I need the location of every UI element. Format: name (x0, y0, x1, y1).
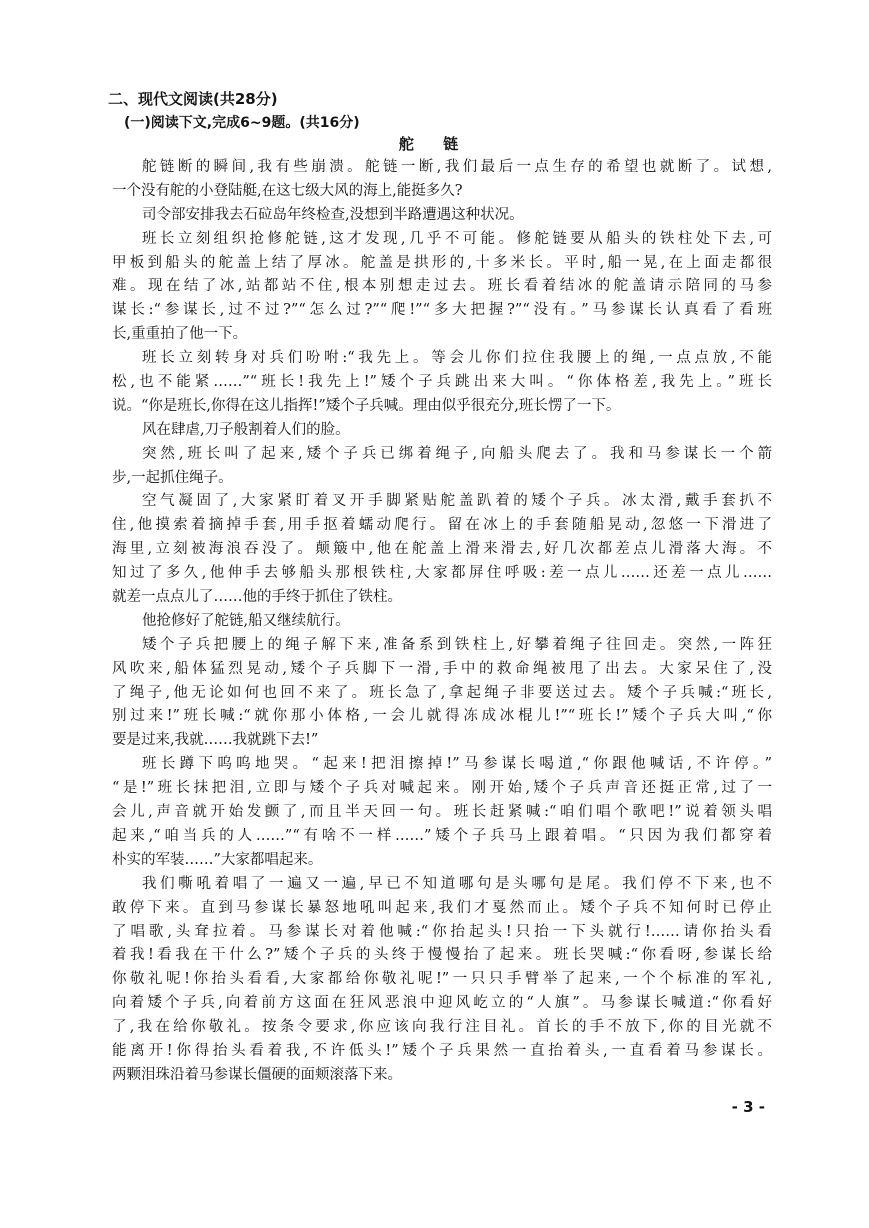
article-line: 了唱歌,头耷拉着。马参谋长对着他喊:“你抬起头!只抬一下头就行!……请你抬头看 (112, 923, 772, 940)
article-line: 住,他摸索着摘掉手套,用手抠着蠕动爬行。留在冰上的手套随船晃动,忽悠一下滑进了 (112, 517, 772, 534)
article-line: 说。“你是班长,你得在这儿指挥!”矮个子兵喊。理由似乎很充分,班长愣了一下。 (112, 397, 621, 414)
article-line: 了绳子,他无论如何也回不来了。班长急了,拿起绳子非要送过去。矮个子兵喊:“班长, (112, 684, 772, 701)
article-line: 班长立刻组织抢修舵链,这才发现,几乎不可能。修舵链要从船头的铁柱处下去,可 (142, 230, 772, 247)
section-heading: 二、现代文阅读(共28分) (108, 90, 278, 108)
article-line: 班长蹲下呜呜地哭。“起来!把泪擦掉!”马参谋长喝道,“你跟他喊话,不许停。” (142, 756, 772, 773)
article-line: 朴实的军装……”大家都唱起来。 (112, 851, 323, 868)
article-line: “是!”班长抹把泪,立即与矮个子兵对喊起来。刚开始,矮个子兵声音还挺正常,过了一 (112, 780, 772, 797)
article-line: 两颗泪珠沿着马参谋长僵硬的面颊滚落下来。 (112, 1066, 402, 1083)
article-line: 敢停下来。直到马参谋长暴怒地吼叫起来,我们才戛然而止。矮个子兵不知何时已停止 (112, 899, 772, 916)
article-line: 向着矮个子兵,向着前方这面在狂风恶浪中迎风屹立的“人旗”。马参谋长喊道:“你看好 (112, 995, 772, 1012)
page-number: - 3 - (731, 1098, 765, 1116)
article-line: 司令部安排我去石砬岛年终检查,没想到半路遭遇这种状况。 (142, 206, 524, 223)
article-line: 要是过来,我就……我就跳下去!” (112, 732, 319, 749)
article-line: 了,我在给你敬礼。按条令要求,你应该向我行注目礼。首长的手不放下,你的目光就不 (112, 1019, 772, 1036)
article-line: 难。现在结了冰,站都站不住,根本别想走过去。班长看着结冰的舵盖请示陪同的马参 (112, 278, 772, 295)
question-instruction: (一)阅读下文,完成6~9题。(共16分) (124, 115, 360, 131)
article-line: 起来,“咱当兵的人……”“有啥不一样……”矮个子兵马上跟着唱。“只因为我们都穿着 (112, 827, 772, 844)
article-line: 他抢修好了舵链,船又继续航行。 (142, 612, 350, 629)
article-line: 风在肆虐,刀子般割着人们的脸。 (142, 421, 350, 438)
article-line: 知过了多久,他伸手去够船头那根铁柱,大家都屏住呼吸:差一点儿……还差一点儿…… (112, 565, 772, 582)
article-line: 突然,班长叫了起来,矮个子兵已绑着绳子,向船头爬去了。我和马参谋长一个箭 (142, 445, 772, 462)
article-line: 会儿,声音就开始发颤了,而且半天回一句。班长赶紧喊:“咱们唱个歌吧!”说着领头唱 (112, 804, 772, 821)
article-line: 松,也不能紧……”“班长!我先上!”矮个子兵跳出来大叫。“你体格差,我先上。”班长 (112, 374, 772, 391)
article-line: 别过来!”班长喊:“就你那小体格,一会儿就得冻成冰棍儿!”“班长!”矮个子兵大叫,“你 (112, 708, 772, 725)
article-line: 你敬礼呢!你抬头看看,大家都给你敬礼呢!”一只只手臂举了起来,一个个标准的军礼, (112, 971, 772, 988)
article-line: 班长立刻转身对兵们吩咐:“我先上。等会儿你们拉住我腰上的绳,一点点放,不能 (142, 350, 772, 367)
article-line: 甲板到船头的舵盖上结了厚冰。舵盖是拱形的,十多米长。平时,船一晃,在上面走都很 (112, 254, 772, 271)
article-line: 我们嘶吼着唱了一遍又一遍,早已不知道哪句是头哪句是尾。我们停不下来,也不 (142, 875, 772, 892)
article-title: 舵 链 (398, 135, 471, 153)
article-line: 海里,立刻被海浪吞没了。颠簸中,他在舵盖上滑来滑去,好几次都差点儿滑落大海。不 (112, 541, 772, 558)
article-line: 谋长:“参谋长,过不过?”“怎么过?”“爬!”“多大把握?”“没有。”马参谋长认真看了看班 (112, 302, 772, 319)
article-line: 就差一点点儿了……他的手终于抓住了铁柱。 (112, 589, 402, 606)
article-line: 一个没有舵的小登陆艇,在这七级大风的海上,能挺多久? (112, 182, 463, 199)
article-line: 矮个子兵把腰上的绳子解下来,准备系到铁柱上,好攀着绳子往回走。突然,一阵狂 (142, 636, 772, 653)
article-line: 风吹来,船体猛烈晃动,矮个子兵脚下一滑,手中的救命绳被甩了出去。大家呆住了,没 (112, 660, 772, 677)
article-line: 能离开!你得抬头看着我,不许低头!”矮个子兵果然一直抬着头,一直看着马参谋长。 (112, 1042, 772, 1059)
article-line: 舵链断的瞬间,我有些崩溃。舵链一断,我们最后一点生存的希望也就断了。试想, (142, 159, 772, 175)
article-body (112, 156, 772, 1088)
article-line: 步,一起抓住绳子。 (112, 469, 233, 486)
article-line: 着我!看我在干什么?”矮个子兵的头终于慢慢抬了起来。班长哭喊:“你看呀,参谋长给 (112, 947, 772, 964)
article-line: 长,重重拍了他一下。 (112, 326, 248, 343)
article-line: 空气凝固了,大家紧盯着叉开手脚紧贴舵盖趴着的矮个子兵。冰太滑,戴手套扒不 (142, 493, 772, 510)
